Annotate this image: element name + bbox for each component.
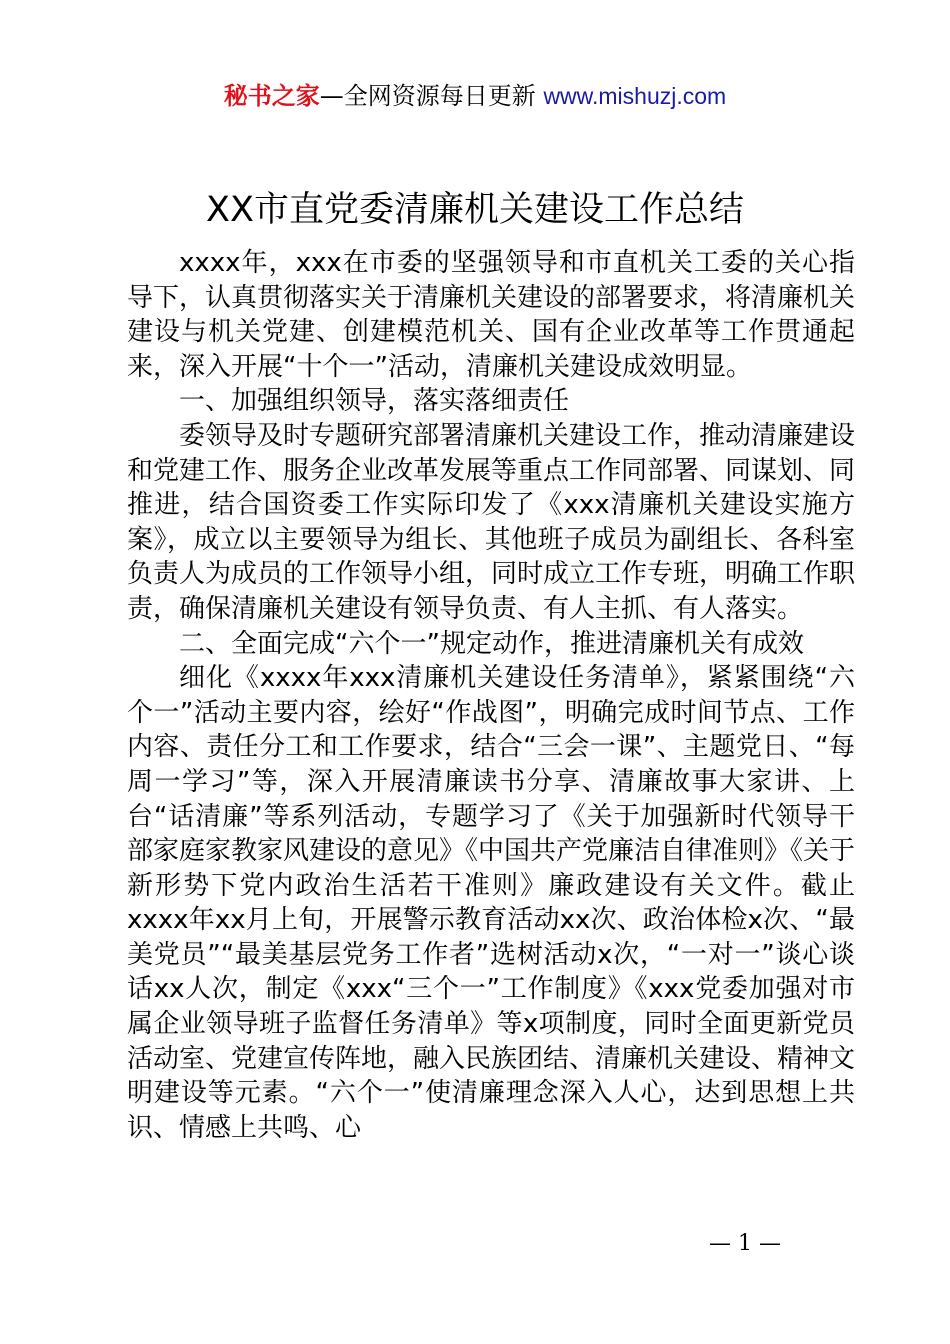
banner-url[interactable]: www.mishuzj.com xyxy=(543,83,727,109)
banner-brand: 秘书之家 xyxy=(223,82,320,110)
section-heading-2: 二、全面完成“六个一”规定动作，推进清廉机关有成效 xyxy=(179,628,804,659)
document-body xyxy=(127,246,855,1145)
banner-tagline: —全网资源每日更新 xyxy=(319,82,536,110)
section-heading-1: 一、加强组织领导，落实落细责任 xyxy=(179,386,570,417)
paragraph-intro: xxxx年，xxx在市委的坚强领导和市直机关工委的关心指导下，认真贯彻落实关于清廉机关建设的部署要求，将清廉机关建设与机关党建、创建模范机关、国有企业改革等工作贯通起来，深入开展“十个一”活动，清廉机关建设成效明显。 xyxy=(127,248,856,382)
site-banner xyxy=(0,80,950,112)
document-title: XX市直党委清廉机关建设工作总结 xyxy=(206,190,744,230)
page-number: — 1 — xyxy=(709,1231,781,1256)
paragraph-section-1: 委领导及时专题研究部署清廉机关建设工作，推动清廉建设和党建工作、服务企业改革发展等重点工作同部署、同谋划、同推进，结合国资委工作实际印发了《xxx清廉机关建设实施方案》，成立以主要领导为组长、其他班子成员为副组长、各科室负责人为成员的工作领导小组，同时成立工作专班，明确工作职责，确保清廉机关建设有领导负责、有人主抓、有人落实。 xyxy=(127,420,856,624)
paragraph-section-2: 细化《xxxx年xxx清廉机关建设任务清单》，紧紧围绕“六个一”活动主要内容，绘好“作战图”，明确完成时间节点、工作内容、责任分工和工作要求，结合“三会一课”、主题党日、“每周一学习”等，深入开展清廉读书分享、清廉故事大家讲、上台“话清廉”等系列活动，专题学习了《关于加强新时代领导干部家庭家教家风建设的意见》《中国共产党廉洁自律准则》《关于新形势下党内政治生活若干准则》廉政建设有关文件。截止xxxx年xx月上旬，开展警示教育活动xx次、政治体检x次、“最美党员”“最美基层党务工作者”选树活动x次，“一对一”谈心谈话xx人次，制定《xxx“三个一”工作制度》《xxx党委加强对市属企业领导班子监督任务清单》等x项制度，同时全面更新党员活动室、党建宣传阵地，融入民族团结、清廉机关建设、精神文明建设等元素。“六个一”使清廉理念深入人心，达到思想上共识、情感上共鸣、心 xyxy=(127,663,856,1143)
